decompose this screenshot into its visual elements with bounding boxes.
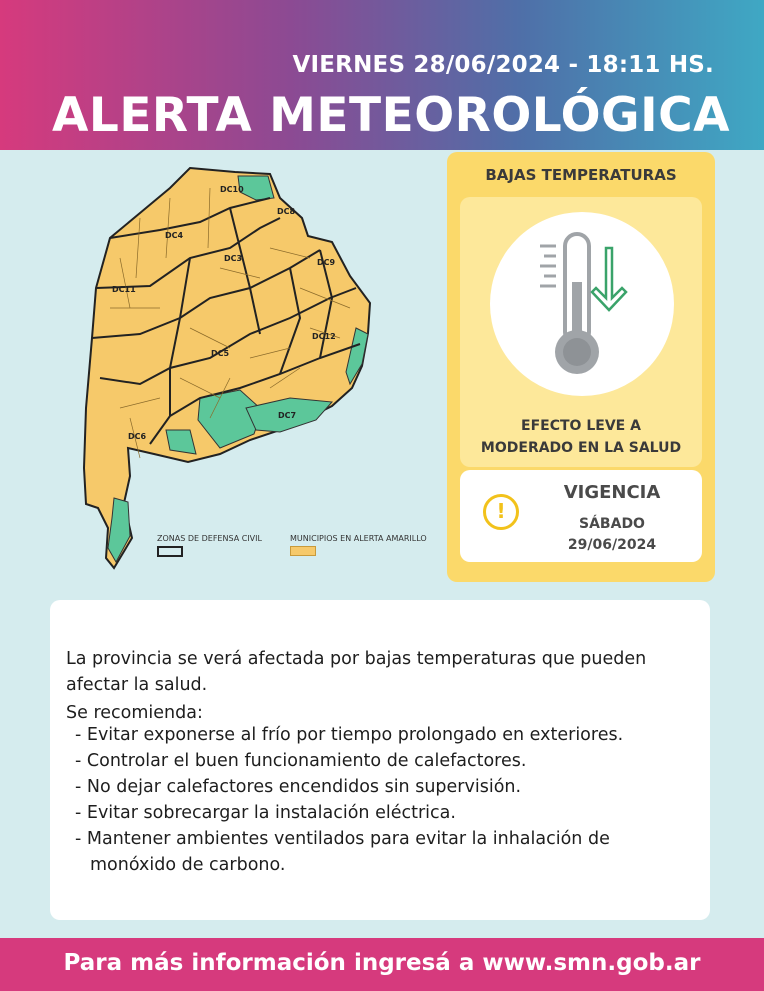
list-item: - Evitar exponerse al frío por tiempo prolongado en exteriores. [66,722,696,748]
zone-label-dc9: DC9 [317,258,336,267]
recommendations-card [50,600,710,920]
health-effect-line2: MODERADO EN LA SALUD [480,440,682,456]
zone-label-dc12: DC12 [312,332,336,341]
zone-label-dc6: DC6 [128,432,147,441]
legend-yellow-swatch [290,546,316,556]
legend-yellow-alert: MUNICIPIOS EN ALERTA AMARILLO [290,534,427,543]
zone-label-dc8: DC8 [277,207,296,216]
zone-label-dc4: DC4 [165,231,184,240]
health-effect [460,415,702,459]
zone-label-dc10: DC10 [220,185,244,194]
validity-box [460,470,702,562]
list-item: - Controlar el buen funcionamiento de calefactores. [66,748,696,774]
recommendation-list [66,722,696,878]
zone-label-dc11: DC11 [112,285,136,294]
header-banner [0,0,764,150]
alert-type: BAJAS TEMPERATURAS [485,166,677,184]
health-effect-line1: EFECTO LEVE A [521,418,641,434]
validity-title: VIGENCIA [563,482,661,503]
alert-panel [447,152,715,582]
zone-label-dc7: DC7 [278,411,297,420]
list-item: - Mantener ambientes ventilados para evitar la inhalación de monóxido de carbono. [66,826,696,878]
map-svg [70,158,450,578]
validity-day: SÁBADO [579,516,645,532]
zone-label-dc3: DC3 [224,254,243,263]
intro-text: La provincia se verá afectada por bajas temperaturas que pueden afectar la salud. [66,649,647,695]
alert-effect-box [460,197,702,467]
page-title: ALERTA METEOROLÓGICA [52,88,730,143]
validity-date: 29/06/2024 [567,537,657,553]
legend-civil-defense: ZONAS DE DEFENSA CIVIL [157,534,262,543]
footer-banner [0,938,764,991]
footer-info-link[interactable]: Para más información ingresá a www.smn.gob.ar [63,950,701,976]
list-item: - No dejar calefactores encendidos sin supervisión. [66,774,696,800]
recommend-label: Se recomienda: [66,703,203,723]
thermometer-down-icon [490,212,674,396]
province-map [70,158,450,578]
zone-label-dc5: DC5 [211,349,230,358]
exclamation-icon: ! [483,494,519,530]
legend-civil-swatch [157,546,183,557]
alert-datetime: VIERNES 28/06/2024 - 18:11 HS. [292,52,714,78]
list-item: - Evitar sobrecargar la instalación eléctrica. [66,800,696,826]
